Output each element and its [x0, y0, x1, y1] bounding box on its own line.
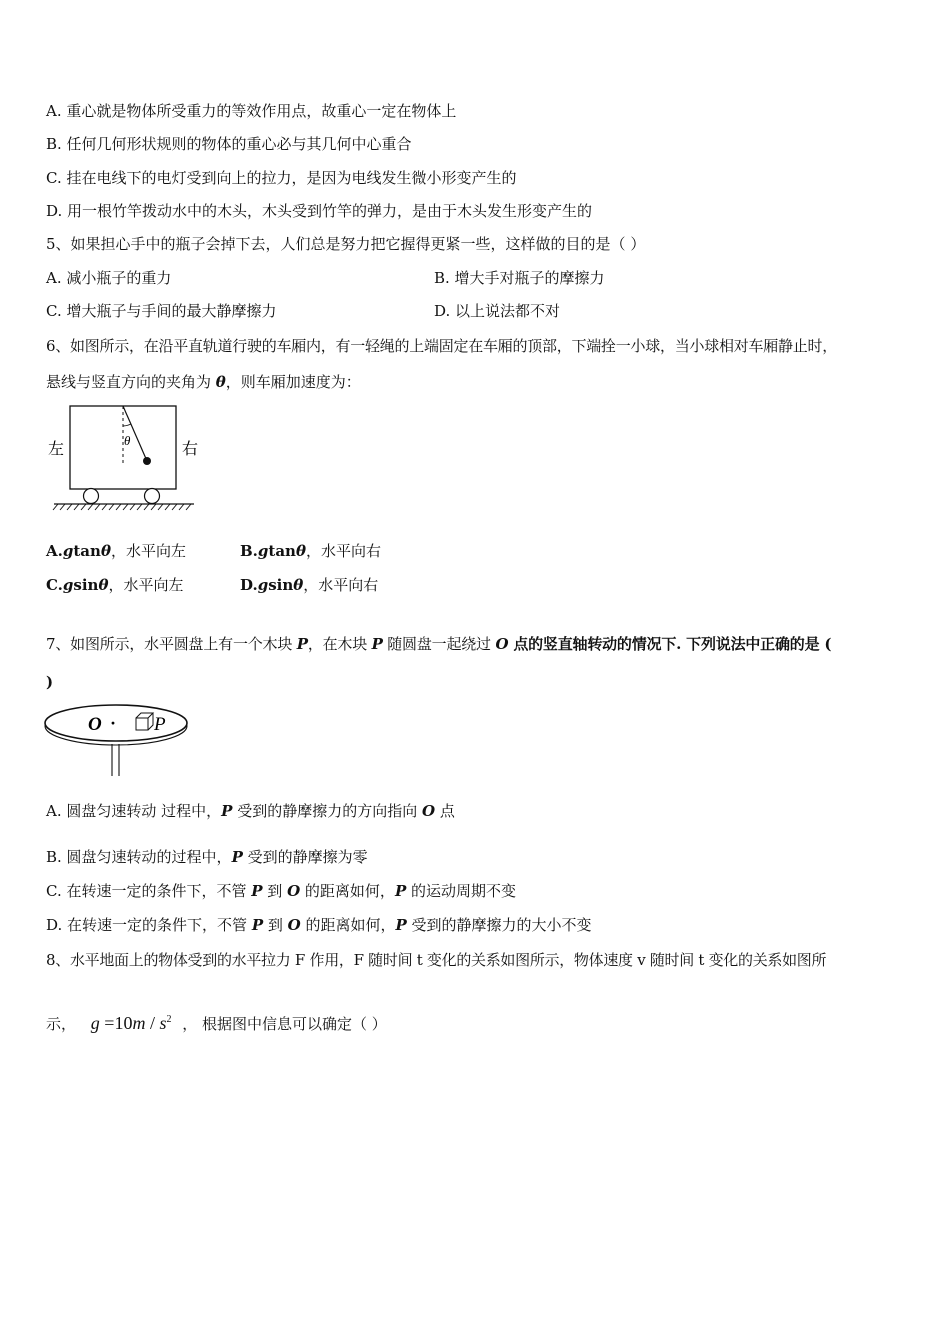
q7-option-c-O: O	[287, 882, 301, 900]
q7-stem-part2: ，在木块	[307, 635, 372, 653]
q7-option-b-part1: B. 圆盘匀速转动的过程中，	[46, 848, 232, 866]
q6-option-b-text: ，水平向右	[305, 542, 381, 560]
q7-option-a	[46, 801, 455, 821]
q6-option-d	[240, 575, 378, 595]
q7-option-d	[46, 915, 592, 935]
q5-option-c: C. 增大瓶子与手间的最大静摩擦力	[46, 302, 277, 320]
q6-option-d-label: D.	[240, 576, 258, 594]
q6-option-d-fn: sin	[268, 576, 294, 594]
q6-option-b	[240, 541, 381, 561]
q7-option-c-part2: 到	[262, 882, 288, 900]
q7-option-d-part1: D. 在转速一定的条件下，不管	[46, 916, 252, 934]
q7-stem-line1	[46, 634, 831, 654]
q7-option-b	[46, 847, 368, 867]
formula-sup: 2	[166, 1014, 172, 1025]
q7-stem-part3: 随圆盘一起绕过	[382, 635, 496, 653]
q6-option-c-label: C.	[46, 576, 63, 594]
q6-option-d-theta: θ	[293, 576, 304, 594]
q4-option-b: B. 任何几何形状规则的物体的重心必与其几何中心重合	[46, 135, 412, 153]
q7-option-c-part3: 的距离如何，	[300, 882, 395, 900]
q4-option-c: C. 挂在电线下的电灯受到向上的拉力，是因为电线发生微小形变产生的	[46, 169, 517, 187]
q7-option-c	[46, 881, 516, 901]
q6-option-b-fn: tan	[268, 542, 296, 560]
q5-stem: 5、如果担心手中的瓶子会掉下去，人们总是努力把它握得更紧一些，这样做的目的是（ ）	[46, 235, 646, 253]
q6-option-a-theta: θ	[100, 542, 111, 560]
q7-option-c-part4: 的运动周期不变	[406, 882, 516, 900]
q6-option-c-g: g	[62, 576, 74, 594]
railway-car-figure	[44, 402, 204, 514]
q5-option-b: B. 增大手对瓶子的摩擦力	[434, 269, 605, 287]
q6-option-c-text: ，水平向左	[108, 576, 184, 594]
q7-stem-P: P	[296, 635, 308, 653]
q7-option-a-part3: 点	[435, 802, 455, 820]
q7-option-a-O: O	[421, 802, 436, 820]
wheel-left	[84, 489, 99, 504]
formula-m: m	[132, 1013, 146, 1033]
q7-option-c-part1: C. 在转速一定的条件下，不管	[46, 882, 252, 900]
q7-option-c-P: P	[251, 882, 263, 900]
q6-theta: θ	[215, 373, 226, 391]
gravity-formula	[91, 1013, 172, 1033]
formula-s: s	[159, 1013, 167, 1033]
q7-option-a-P: P	[221, 802, 233, 820]
q8-stem-line2	[46, 1006, 387, 1038]
center-dot: ·	[110, 713, 117, 733]
formula-slash: /	[145, 1013, 160, 1033]
q7-option-b-P: P	[231, 848, 243, 866]
angle-arc	[123, 424, 131, 426]
q6-stem-text: 悬线与竖直方向的夹角为	[46, 373, 216, 391]
theta-label: θ	[124, 433, 131, 448]
q8-stem-text-end: ， 根据图中信息可以确定（ ）	[182, 1015, 387, 1033]
q6-option-c-theta: θ	[98, 576, 109, 594]
q6-stem-line1: 6、如图所示，在沿平直轨道行驶的车厢内，有一轻绳的上端固定在车厢的顶部，下端拴一小球，当小球相对车厢静止时，	[46, 337, 838, 355]
q6-option-b-g: g	[257, 542, 269, 560]
q8-stem-line1: 8、水平地面上的物体受到的水平拉力 F 作用，F 随时间 t 变化的关系如图所示，物体速度 v 随时间 t 变化的关系如图所	[46, 951, 827, 969]
formula-g: g	[90, 1013, 100, 1033]
block-label-P: P	[154, 714, 166, 735]
center-label-O: O	[88, 714, 102, 735]
q7-stem-line2: )	[46, 673, 54, 691]
q7-option-d-part3: 的距离如何，	[300, 916, 396, 934]
q7-option-b-part2: 受到的静摩擦为零	[242, 848, 368, 866]
q7-option-c-P2: P	[394, 882, 407, 900]
right-label: 右	[182, 441, 199, 458]
q7-option-d-O: O	[287, 916, 301, 934]
q6-option-c-fn: sin	[73, 576, 99, 594]
q6-option-b-theta: θ	[295, 542, 306, 560]
q7-option-d-P2: P	[395, 916, 407, 934]
q7-option-d-part4: 受到的静摩擦力的大小不变	[406, 916, 592, 934]
q4-option-d: D. 用一根竹竿拨动水中的木头，木头受到竹竿的弹力，是由于木头发生形变产生的	[46, 202, 593, 220]
q6-option-a-label: A.	[46, 542, 63, 560]
pendulum-ball	[143, 457, 151, 465]
wheel-right	[145, 489, 160, 504]
q7-option-d-part2: 到	[263, 916, 288, 934]
q6-stem-text-end: ，则车厢加速度为：	[225, 373, 361, 391]
q6-option-a-g: g	[62, 542, 74, 560]
q6-option-d-text: ，水平向右	[303, 576, 379, 594]
q5-option-a: A. 减小瓶子的重力	[46, 269, 172, 287]
turntable-figure	[42, 702, 192, 782]
q5-option-d: D. 以上说法都不对	[434, 302, 561, 320]
formula-eq: =10	[99, 1013, 133, 1033]
q6-option-a-fn: tan	[73, 542, 101, 560]
q8-stem-text: 示，	[46, 1015, 77, 1033]
q7-option-a-part2: 受到的静摩擦力的方向指向	[232, 802, 422, 820]
q7-stem-P2: P	[371, 635, 383, 653]
q6-option-d-g: g	[257, 576, 269, 594]
q6-stem-line2	[46, 372, 361, 392]
q7-stem-part4: 点的竖直轴转动的情况下. 下列说法中正确的是 (	[508, 635, 832, 653]
q7-stem-O: O	[495, 635, 509, 653]
left-label: 左	[48, 441, 65, 458]
q6-option-a-text: ，水平向左	[110, 542, 186, 560]
q4-option-a: A. 重心就是物体所受重力的等效作用点，故重心一定在物体上	[46, 102, 457, 120]
q7-stem-part1: 7、如图所示，水平圆盘上有一个木块	[46, 635, 297, 653]
q7-option-d-P: P	[251, 916, 264, 934]
q6-option-b-label: B.	[240, 542, 258, 560]
q6-option-a	[46, 541, 186, 561]
q7-option-a-part1: A. 圆盘匀速转动 过程中，	[46, 802, 222, 820]
q6-option-c	[46, 575, 184, 595]
ground-hatching	[53, 504, 191, 510]
